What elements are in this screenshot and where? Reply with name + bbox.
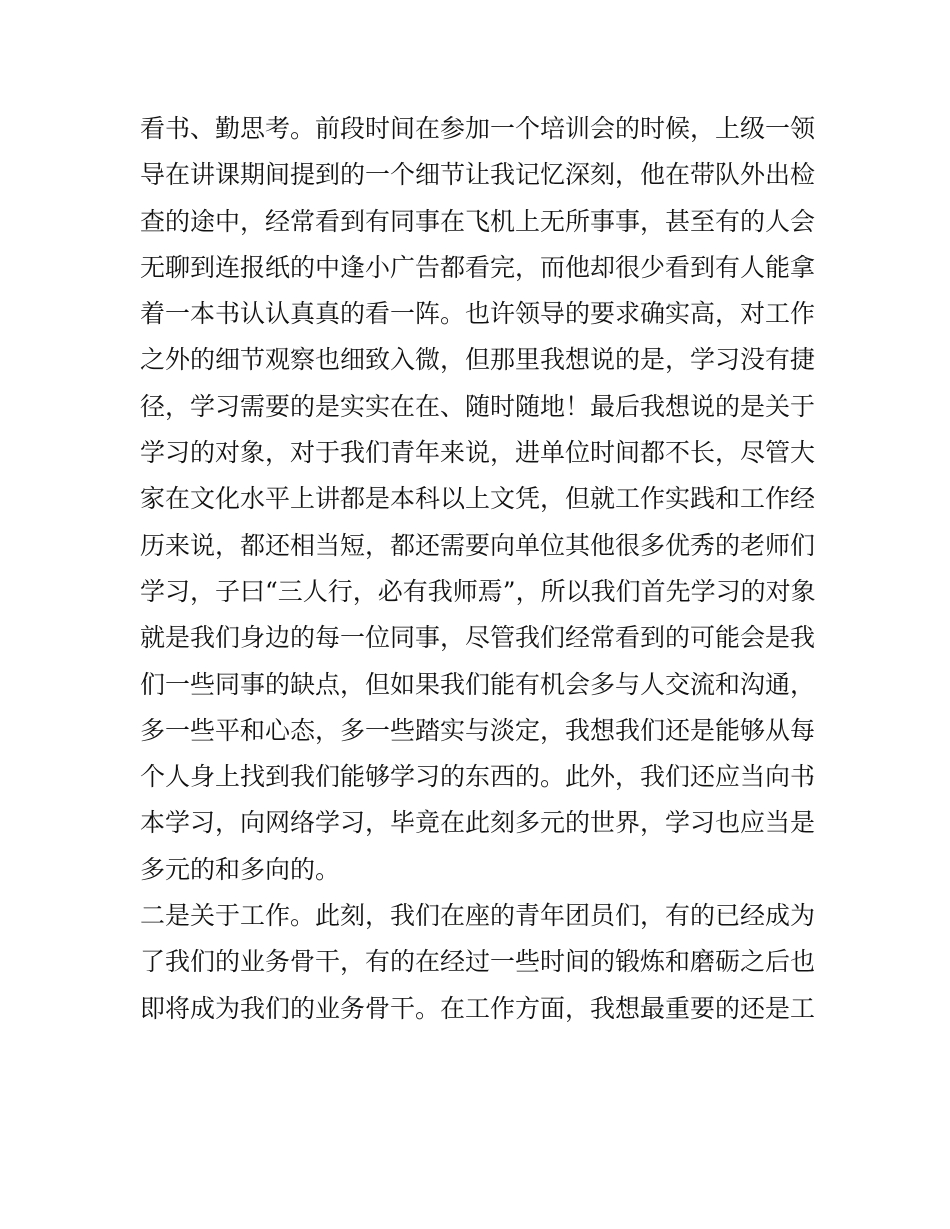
text-line: 历来说，都还相当短，都还需要向单位其他很多优秀的老师们 bbox=[140, 530, 816, 560]
text-line: 多元的和多向的。 bbox=[140, 854, 341, 884]
body-text bbox=[140, 106, 820, 1032]
text-line: 二是关于工作。此刻，我们在座的青年团员们，有的已经成为 bbox=[140, 901, 816, 931]
text-line: 学习，子曰“三人行，必有我师焉”，所以我们首先学习的对象 bbox=[140, 576, 816, 606]
text-line: 着一本书认认真真的看一阵。也许领导的要求确实高，对工作 bbox=[140, 299, 816, 329]
text-line: 看书、勤思考。前段时间在参加一个培训会的时候，上级一领 bbox=[140, 114, 816, 143]
text-line: 就是我们身边的每一位同事，尽管我们经常看到的可能会是我 bbox=[140, 623, 816, 653]
text-line: 查的途中，经常看到有同事在飞机上无所事事，甚至有的人会 bbox=[140, 206, 816, 236]
text-line: 之外的细节观察也细致入微，但那里我想说的是，学习没有捷 bbox=[140, 345, 816, 375]
text-line: 即将成为我们的业务骨干。在工作方面，我想最重要的还是工 bbox=[140, 993, 816, 1023]
text-line: 本学习，向网络学习，毕竟在此刻多元的世界，学习也应当是 bbox=[140, 808, 816, 838]
text-line: 们一些同事的缺点，但如果我们能有机会多与人交流和沟通， bbox=[140, 669, 816, 699]
text-line: 家在文化水平上讲都是本科以上文凭，但就工作实践和工作经 bbox=[140, 484, 816, 514]
text-line: 个人身上找到我们能够学习的东西的。此外，我们还应当向书 bbox=[140, 762, 816, 792]
text-line: 径，学习需要的是实实在在、随时随地！最后我想说的是关于 bbox=[140, 391, 816, 421]
text-line: 无聊到连报纸的中逢小广告都看完，而他却很少看到有人能拿 bbox=[140, 252, 816, 282]
text-line: 多一些平和心态，多一些踏实与淡定，我想我们还是能够从每 bbox=[140, 715, 816, 745]
text-line: 了我们的业务骨干，有的在经过一些时间的锻炼和磨砺之后也 bbox=[140, 947, 816, 977]
text-line: 学习的对象，对于我们青年来说，进单位时间都不长，尽管大 bbox=[140, 438, 816, 468]
text-line: 导在讲课期间提到的一个细节让我记忆深刻，他在带队外出检 bbox=[140, 160, 816, 190]
